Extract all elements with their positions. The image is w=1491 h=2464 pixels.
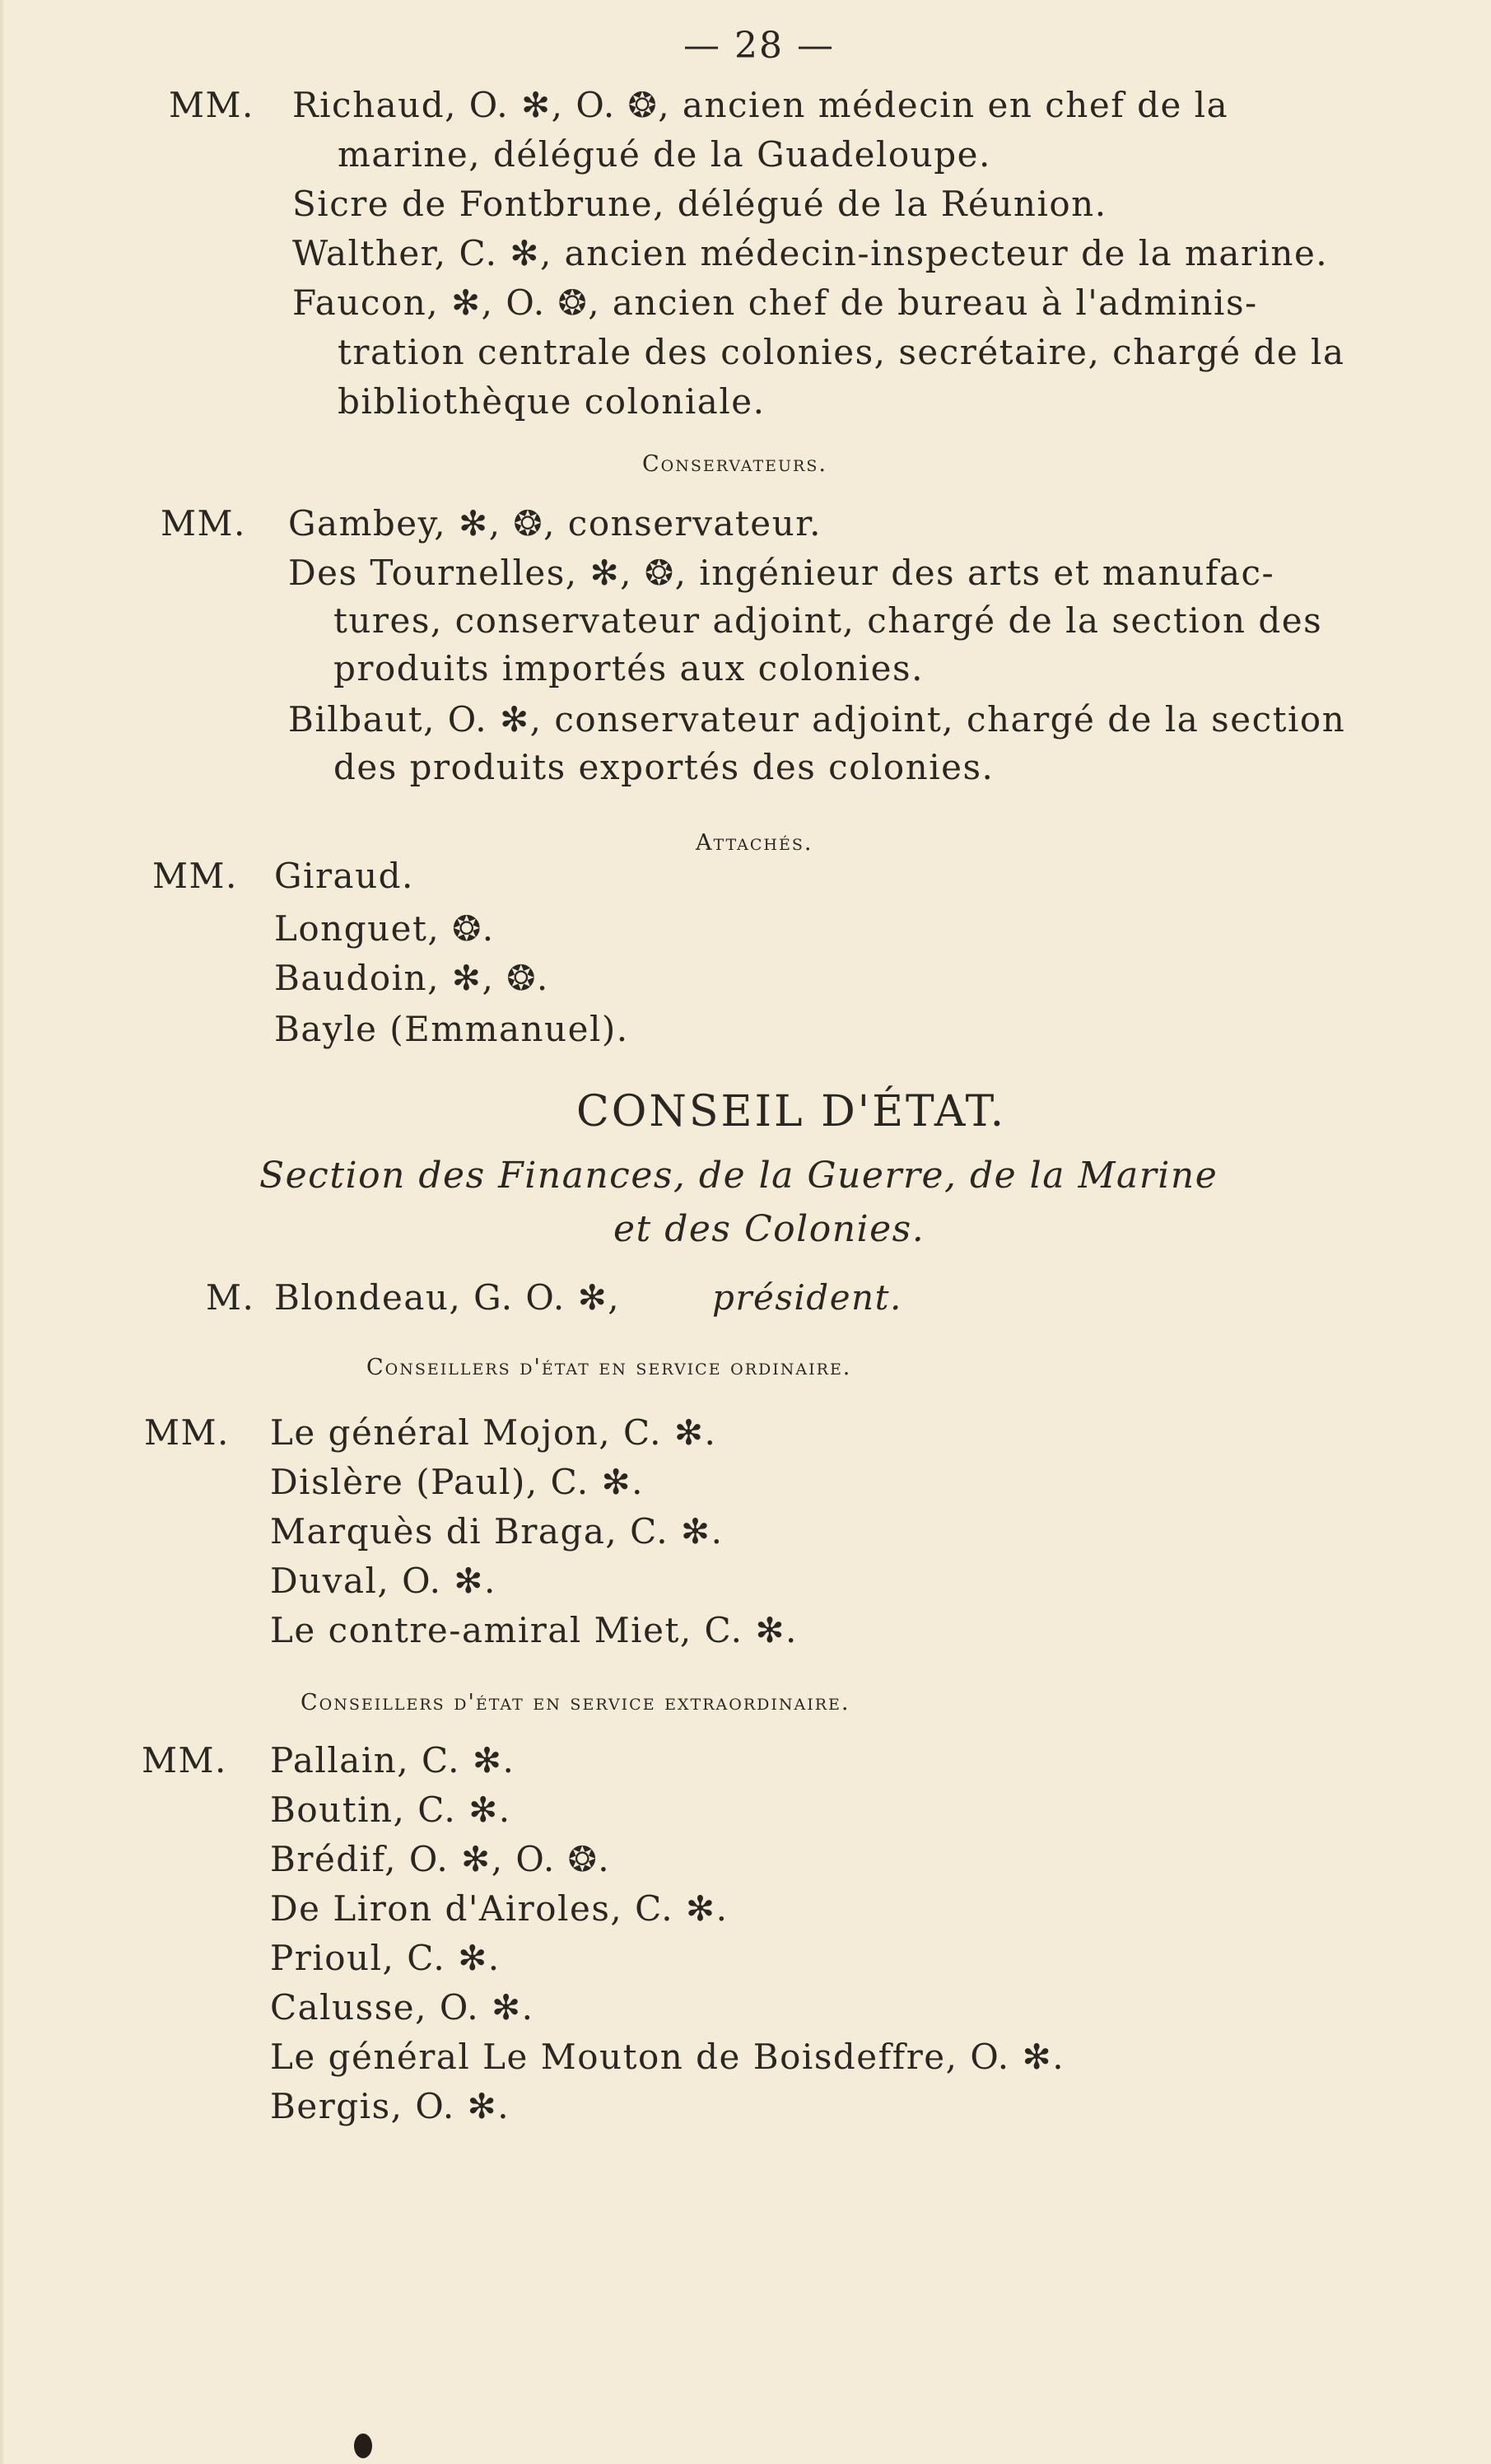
mm-label: MM.	[169, 85, 254, 125]
entry-line: Baudoin, ✻, ❂.	[274, 958, 549, 998]
entry-line: Marquès di Braga, C. ✻.	[270, 1511, 724, 1552]
entry-line: Walther, C. ✻, ancien médecin-inspecteur de la marine.	[292, 233, 1329, 273]
entry-line: Giraud.	[274, 856, 414, 896]
mm-label: MM.	[161, 503, 246, 544]
entry-line: Pallain, C. ✻.	[270, 1740, 515, 1780]
entry-line: Boutin, C. ✻.	[270, 1790, 511, 1830]
entry-line: bibliothèque coloniale.	[338, 381, 766, 422]
entry-line: Prioul, C. ✻.	[270, 1938, 501, 1978]
mm-label: MM.	[142, 1740, 227, 1780]
heading-conservateurs: Conservateurs.	[642, 451, 827, 477]
entry-line: des produits exportés des colonies.	[333, 747, 995, 787]
entry-line: Gambey, ✻, ❂, conservateur.	[288, 503, 822, 544]
heading-attaches: Attachés.	[696, 830, 813, 856]
entry-line: Richaud, O. ✻, O. ❂, ancien médecin en chef de la	[292, 85, 1229, 125]
section-line-2: et des Colonies.	[613, 1208, 925, 1250]
president-role: président.	[712, 1277, 902, 1318]
page-number: — 28 —	[683, 25, 835, 67]
entry-line: Des Tournelles, ✻, ❂, ingénieur des arts et manufac-	[288, 553, 1275, 593]
m-label: M.	[206, 1277, 255, 1318]
entry-line: Calusse, O. ✻.	[270, 1987, 534, 2028]
mm-label: MM.	[144, 1412, 230, 1453]
entry-line: marine, délégué de la Guadeloupe.	[338, 134, 991, 175]
section-line-1: Section des Finances, de la Guerre, de la Marine	[259, 1155, 1218, 1197]
entry-line: tures, conservateur adjoint, chargé de la section des	[333, 600, 1323, 641]
entry-line: Le général Mojon, C. ✻.	[270, 1412, 717, 1453]
heading-extraordinaire: Conseillers d'état en service extraordinaire.	[301, 1690, 850, 1715]
entry-line: Brédif, O. ✻, O. ❂.	[270, 1839, 611, 1879]
entry-line: Bergis, O. ✻.	[270, 2086, 510, 2126]
entry-line: Dislère (Paul), C. ✻.	[270, 1462, 644, 1502]
president-name: Blondeau, G. O. ✻,	[274, 1277, 621, 1318]
entry-line: tration centrale des colonies, secrétaire, chargé de la	[338, 332, 1345, 372]
mm-label: MM.	[152, 856, 238, 896]
entry-line: Bilbaut, O. ✻, conservateur adjoint, chargé de la section	[288, 699, 1346, 740]
entry-line: Longuet, ❂.	[274, 908, 495, 949]
entry-line: Sicre de Fontbrune, délégué de la Réunion.	[292, 184, 1107, 224]
page-edge-shadow	[0, 0, 5, 2464]
entry-line: produits importés aux colonies.	[333, 648, 924, 688]
entry-line: De Liron d'Airoles, C. ✻.	[270, 1888, 729, 1929]
entry-line: Duval, O. ✻.	[270, 1561, 496, 1601]
entry-line: Bayle (Emmanuel).	[274, 1009, 629, 1049]
entry-line: Le général Le Mouton de Boisdeffre, O. ✻.	[270, 2037, 1065, 2077]
entry-line: Faucon, ✻, O. ❂, ancien chef de bureau à l'adminis-	[292, 282, 1258, 323]
heading-ordinaire: Conseillers d'état en service ordinaire.	[366, 1355, 852, 1380]
ink-stain	[354, 2434, 372, 2458]
entry-line: Le contre-amiral Miet, C. ✻.	[270, 1610, 798, 1650]
conseil-title: CONSEIL D'ÉTAT.	[576, 1087, 1007, 1136]
